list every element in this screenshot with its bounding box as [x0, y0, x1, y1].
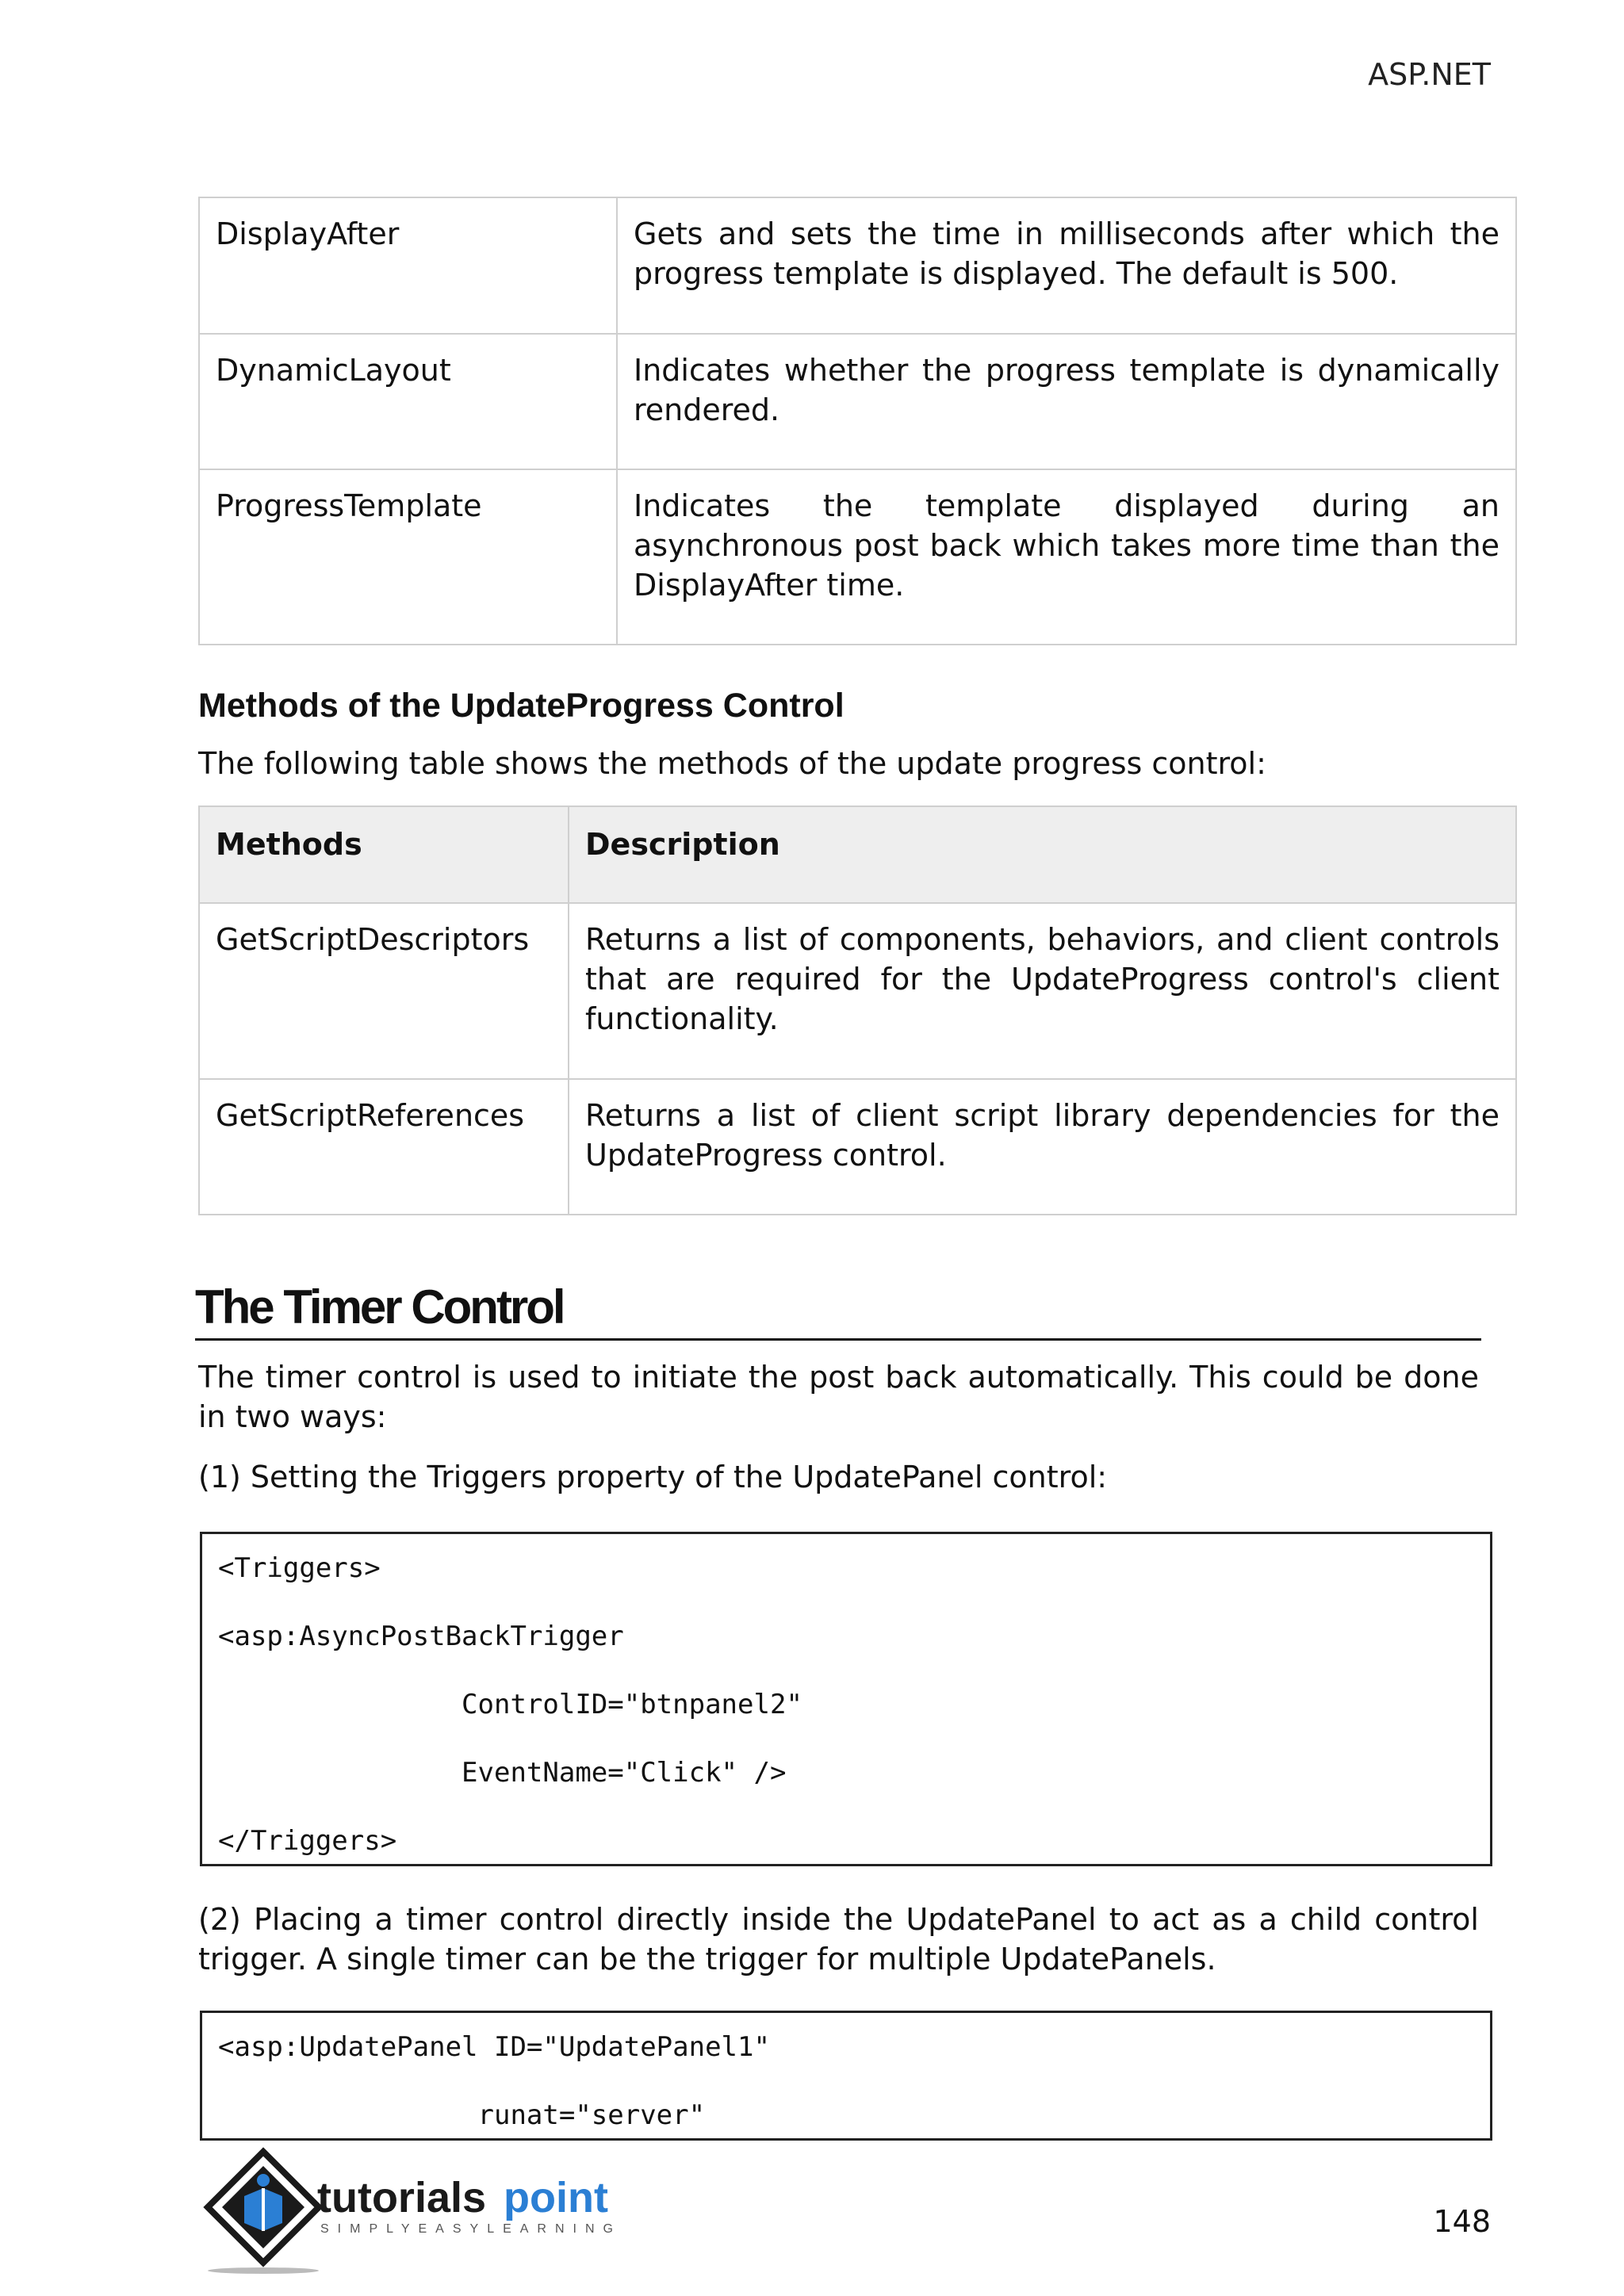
- code-line: </Triggers>: [218, 1825, 397, 1857]
- methods-intro: The following table shows the methods of the update progress control:: [198, 746, 1266, 781]
- code-block-updatepanel: [200, 2011, 1492, 2141]
- properties-table: [198, 197, 1517, 645]
- logo-tagline: SIMPLYEASYLEARNING: [320, 2222, 622, 2236]
- logo-text-point: point: [504, 2174, 608, 2221]
- way-one-text: (1) Setting the Triggers property of the UpdatePanel control:: [198, 1460, 1108, 1494]
- column-header: Methods: [199, 806, 569, 903]
- property-name: DynamicLayout: [199, 334, 617, 469]
- table-row: [199, 903, 1516, 1079]
- code-line: <asp:UpdatePanel ID="UpdatePanel1": [218, 2031, 770, 2063]
- section-title: The Timer Control: [195, 1280, 1481, 1341]
- code-block-triggers: [200, 1532, 1492, 1866]
- table-header-row: [199, 806, 1516, 903]
- method-name: GetScriptDescriptors: [199, 903, 569, 1079]
- code-line: runat="server": [218, 2099, 706, 2131]
- methods-heading: Methods of the UpdateProgress Control: [198, 687, 845, 725]
- tutorialspoint-logo: [200, 2147, 628, 2277]
- property-description: Gets and sets the time in milliseconds after which the progress template is displayed. The default is 500.: [617, 197, 1516, 334]
- method-description: Returns a list of client script library dependencies for the UpdateProgress control.: [569, 1079, 1516, 1215]
- logo-graphic: [200, 2147, 628, 2274]
- property-description: Indicates whether the progress template is dynamically rendered.: [617, 334, 1516, 469]
- table-row: [199, 469, 1516, 645]
- table-row: [199, 197, 1516, 334]
- logo-diamond-icon: [208, 2152, 319, 2274]
- methods-table: [198, 806, 1517, 1215]
- page-number: 148: [1433, 2204, 1491, 2239]
- method-description: Returns a list of components, behaviors, and client controls that are required for the UpdateProgress control's client functionality.: [569, 903, 1516, 1079]
- column-header: Description: [569, 806, 1516, 903]
- table-row: [199, 334, 1516, 469]
- logo-text-tutorials: tutorials: [317, 2174, 487, 2221]
- property-name: DisplayAfter: [199, 197, 617, 334]
- code-line: <asp:AsyncPostBackTrigger: [218, 1621, 624, 1652]
- code-line: <Triggers>: [218, 1552, 381, 1584]
- code-line: ControlID="btnpanel2": [218, 1689, 802, 1720]
- timer-intro: The timer control is used to initiate the post back automatically. This could be done in two ways:: [198, 1360, 1479, 1434]
- code-line: EventName="Click" />: [218, 1757, 787, 1789]
- property-name: ProgressTemplate: [199, 469, 617, 645]
- table-row: [199, 1079, 1516, 1215]
- running-header: ASP.NET: [1368, 57, 1491, 92]
- method-name: GetScriptReferences: [199, 1079, 569, 1215]
- way-two-text: (2) Placing a timer control directly inside the UpdatePanel to act as a child control trigger. A single timer can be the trigger for multiple UpdatePanels.: [198, 1902, 1479, 1976]
- property-description: Indicates the template displayed during an asynchronous post back which takes more time than the DisplayAfter time.: [617, 469, 1516, 645]
